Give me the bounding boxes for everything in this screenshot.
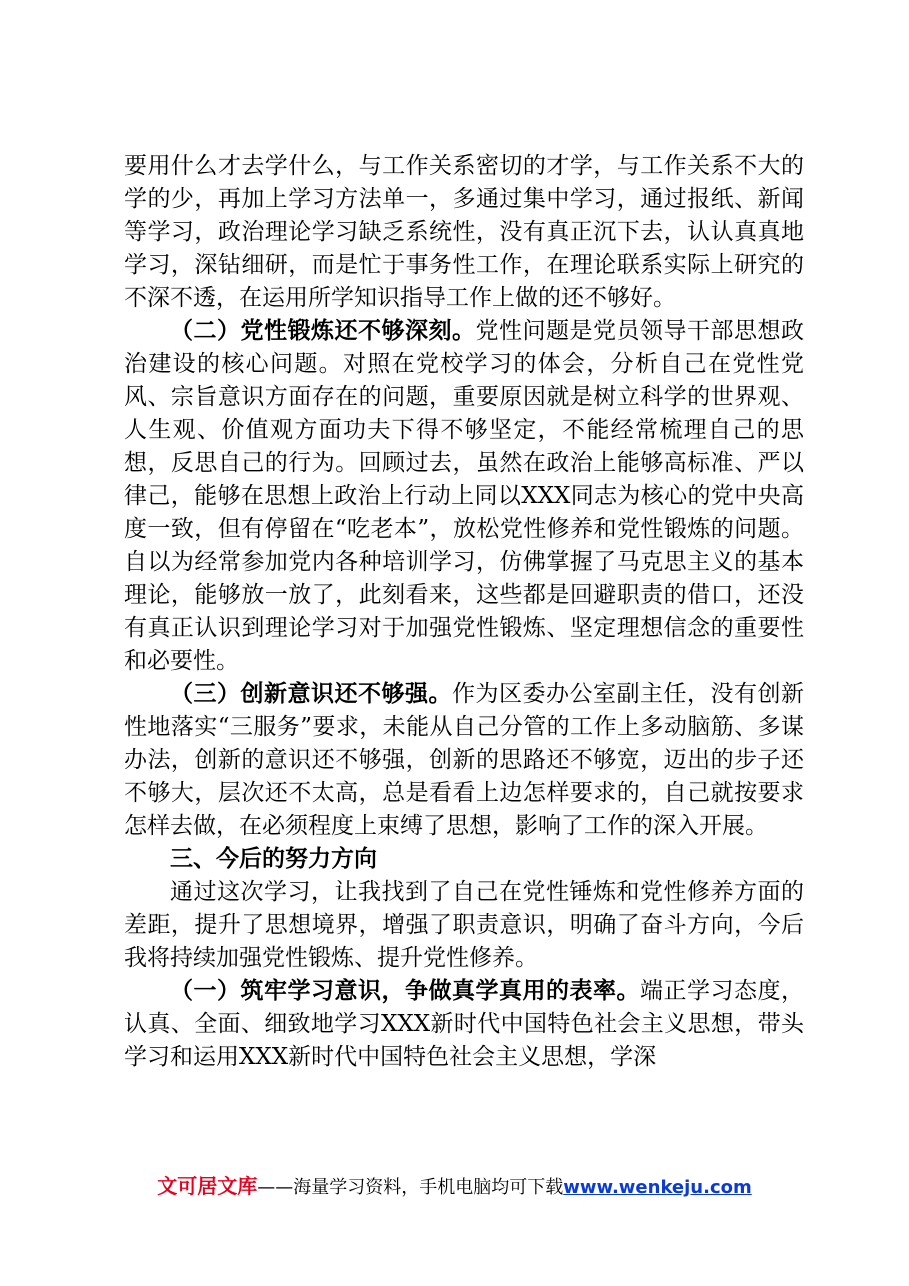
paragraph-lead: （二）党性锻炼还不够深刻。 [170, 318, 476, 344]
footer-slogan: ——海量学习资料，手机电脑均可下载 [257, 1177, 564, 1198]
paragraph-intro: 通过这次学习，让我找到了自己在党性锤炼和党性修养方面的差距，提升了思想境界，增强了职责意识，明确了奋斗方向，今后我将持续加强党性锻炼、提升党性修养。 [124, 879, 804, 971]
paragraph-continuation [124, 150, 804, 315]
paragraph-text: 端正学习态度，认真、全面、细致地学习XXX新时代中国特色社会主义思想，带头学习和运用XXX新时代中国特色社会主义思想，学深 [124, 978, 804, 1070]
paragraph-study-awareness [124, 975, 804, 1074]
paragraph-text: 作为区委办公室副主任，没有创新性地落实“三服务”要求，未能从自己分管的工作上多动脑筋、多谋办法，创新的意识还不够强，创新的思路还不够宽，迈出的步子还不够大，层次还不太高，总是看看上边怎样要求的，自己就按要求怎样去做，在必须程度上束缚了思想，影响了工作的深入开展。 [124, 681, 804, 839]
document-body [124, 150, 804, 1074]
section-heading: 三、今后的努力方向 [170, 846, 377, 872]
paragraph-innovation [124, 678, 804, 843]
paragraph-lead: （三）创新意识还不够强。 [170, 681, 452, 707]
paragraph-lead: （一）筑牢学习意识，争做真学真用的表率。 [170, 978, 640, 1004]
footer-brand: 文可居文库 [157, 1174, 258, 1198]
footer-banner [0, 1172, 909, 1202]
paragraph-text: 要用什么才去学什么，与工作关系密切的才学，与工作关系不大的学的少，再加上学习方法单一，多通过集中学习，通过报纸、新闻等学习，政治理论学习缺乏系统性，没有真正沉下去，认认真真地学习，深钻细研，而是忙于事务性工作，在理论联系实际上研究的不深不透，在运用所学知识指导工作上做的还不够好。 [124, 153, 804, 311]
paragraph-party-spirit [124, 315, 804, 678]
paragraph-text: 党性问题是党员领导干部思想政治建设的核心问题。对照在党校学习的体会，分析自己在党性党风、宗旨意识方面存在的问题，重要原因就是树立科学的世界观、人生观、价值观方面功夫下得不够坚定，不能经常梳理自己的思想，反思自己的行为。回顾过去，虽然在政治上能够高标准、严以律己，能够在思想上政治上行动上同以XXX同志为核心的党中央高度一致，但有停留在“吃老本”，放松党性修养和党性锻炼的问题。自以为经常参加党内各种培训学习，仿佛掌握了马克思主义的基本理论，能够放一放了，此刻看来，这些都是回避职责的借口，还没有真正认识到理论学习对于加强党性锻炼、坚定理想信念的重要性和必要性。 [124, 318, 804, 674]
footer-url-link[interactable]: www.wenkeju.com [563, 1177, 752, 1198]
